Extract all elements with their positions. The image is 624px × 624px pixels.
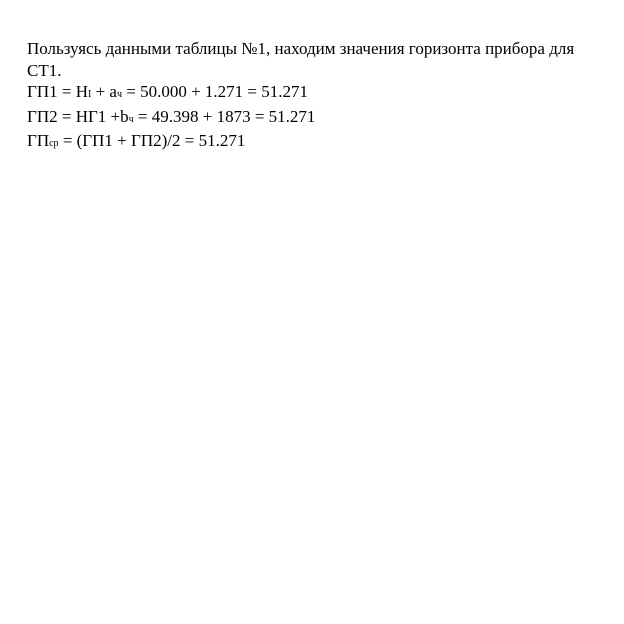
formula-gp2 — [27, 106, 597, 131]
formula-gp2-subscript-ch: ч — [128, 113, 134, 125]
formula-gp2-lhs: ГП2 = НГ1 +b — [27, 106, 129, 126]
formula-gp1-mid: + а — [91, 82, 117, 101]
formula-gp-avg — [27, 130, 597, 155]
formula-gp2-rest: = 49.398 + 1873 = 51.271 — [133, 106, 316, 126]
document-body — [27, 38, 597, 155]
formula-gp-avg-lhs: ГП — [27, 131, 50, 150]
intro-paragraph: Пользуясь данными таблицы №1, находим значения горизонта прибора для СТ1. — [27, 39, 575, 80]
formula-gp1-lhs: ГП1 = Н — [27, 82, 88, 101]
formula-gp1-rest: = 50.000 + 1.271 = 51.271 — [122, 82, 309, 101]
formula-gp1-subscript-ch: ч — [116, 89, 122, 100]
formula-gp-avg-rest: = (ГП1 + ГП2)/2 = 51.271 — [58, 131, 246, 150]
formula-gp1-subscript-i: I — [87, 89, 92, 100]
formula-gp-avg-subscript-sr: ср — [49, 138, 59, 149]
formula-gp1 — [27, 81, 597, 106]
